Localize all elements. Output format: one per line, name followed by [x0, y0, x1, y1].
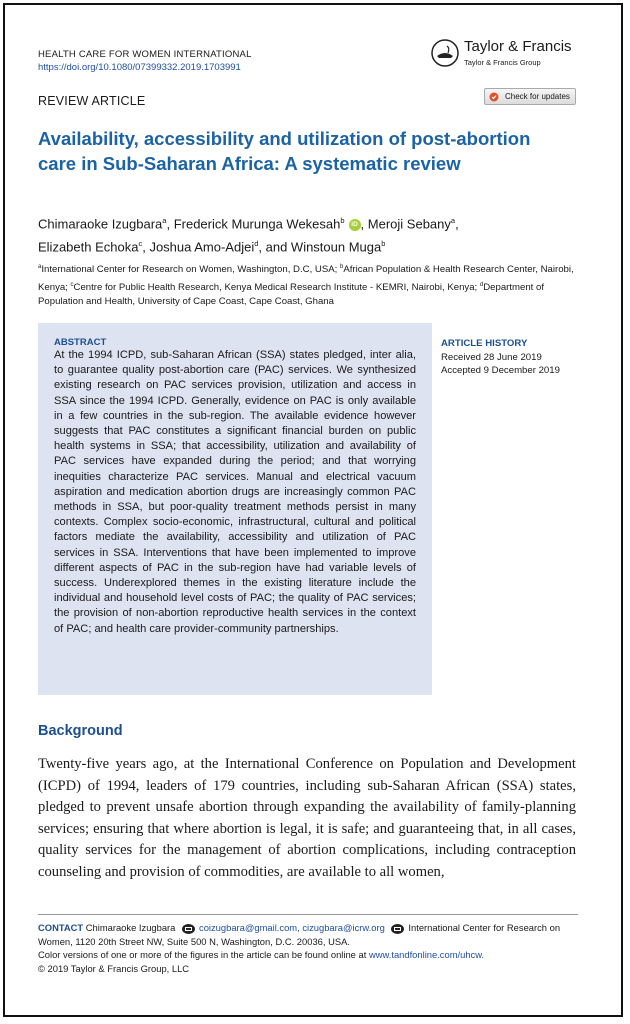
author-affil-mark: b	[381, 239, 386, 249]
color-note: Color versions of one or more of the figures in the article can be found online at	[38, 949, 367, 960]
author-name: Elizabeth Echoka	[38, 239, 139, 255]
update-icon	[489, 92, 499, 102]
publisher-group: Taylor & Francis Group	[464, 58, 541, 67]
author-name: Chimaraoke Izugbara	[38, 216, 163, 232]
author-affil-mark: a	[162, 216, 167, 225]
contact-name: Chimaraoke Izugbara	[85, 922, 176, 933]
author-name: Winstoun Muga	[290, 239, 382, 255]
publisher-logo	[430, 36, 590, 76]
lamp-icon	[430, 38, 460, 68]
affil-mark: d	[479, 281, 484, 288]
accepted-date: Accepted 9 December 2019	[441, 365, 560, 376]
affiliation: African Population & Health Research Center, Nairobi, Kenya;	[38, 264, 574, 293]
doi-link[interactable]: https://doi.org/10.1080/07399332.2019.1703991	[38, 62, 241, 73]
check-updates-button[interactable]	[484, 88, 576, 105]
email-link[interactable]: coizugbara@gmail.com,	[199, 922, 300, 933]
author-name: Meroji Sebany	[367, 216, 451, 232]
article-title: Availability, accessibility and utilization of post-abortion care in Sub-Saharan Africa: A systematic review	[38, 128, 531, 174]
abstract-box	[38, 323, 432, 695]
affil-mark: b	[339, 264, 344, 270]
affiliations	[38, 260, 578, 310]
journal-website-link[interactable]: www.tandfonline.com/uhcw.	[368, 949, 485, 960]
article-type: REVIEW ARTICLE	[38, 94, 146, 108]
author-name: Frederick Murunga Wekesah	[173, 216, 341, 232]
article-history	[441, 337, 560, 378]
author-affil-mark: a	[450, 216, 456, 225]
author-list: Chimaraoke Izugbara$^a$, Frederick Murunga Wekesah$^b$ iD , Meroji Sebany$^a$, Elizabeth Echoka$^c$, Joshua Amo-Adjei$^d$, and Winstoun Muga$^b$	[38, 216, 459, 255]
section-heading: Background	[38, 723, 123, 739]
abstract-heading: ABSTRACT	[54, 337, 107, 348]
affiliation: Department of Population and Health, University of Cape Coast, Cape Coast, Ghana	[38, 281, 545, 308]
affil-mark: c	[70, 281, 74, 288]
affil-mark: a	[38, 264, 42, 270]
address-icon	[391, 924, 404, 934]
check-updates-label: Check for updates	[505, 92, 570, 101]
author-name: Joshua Amo-Adjei	[149, 239, 255, 255]
journal-name: HEALTH CARE FOR WOMEN INTERNATIONAL	[38, 49, 252, 60]
contact-label: CONTACT	[38, 922, 84, 933]
abstract-text: At the 1994 ICPD, sub-Saharan African (SSA) states pledged, inter alia, to guarantee quality post-abortion care (PAC) services. We synthesized existing research on PAC services provision, utilization and access in SSA since the 1994 ICPD. Generally, evidence on PAC is only available in a few countries in the sub-region. The available evidence however suggests that PAC constitutes a significant financial burden on public health systems in SSA; that accessibility, utilization and availability of PAC services have expanded during the period; and that worrying inequities characterize PAC services. Manual and electrical vacuum aspiration and medication abortion drugs are increasingly common PAC methods in SSA, but poor-quality treatment methods persist in many contexts. Complex socio-economic, infrastructural, cultural and political factors mediate the availability, accessibility and utilization of PAC services in SSA. Interventions that have been implemented to improve different aspects of PAC in the sub-region have had variable levels of success. Underexplored themes in the existing literature include the individual and household level costs of PAC; the quality of PAC services; the provision of non-abortion reproductive health services in the context of PAC; and health care provider-community partnerships.	[54, 349, 416, 635]
orcid-icon[interactable]: iD	[349, 219, 361, 231]
footer-divider	[38, 914, 578, 915]
author-affil-mark: b	[340, 216, 345, 225]
author-affil-mark: c	[138, 239, 143, 249]
email-link[interactable]: cizugbara@icrw.org	[302, 922, 385, 933]
history-heading: ARTICLE HISTORY	[441, 338, 528, 349]
contact-address: International Center for Research on Women, 1120 20th Street NW, Suite 500 N, Washington, D.C. 20036, USA.	[38, 922, 561, 947]
author-affil-mark: d	[254, 239, 259, 249]
received-date: Received 28 June 2019	[441, 351, 542, 363]
publisher-brand: Taylor & Francis	[464, 38, 572, 55]
footer	[38, 921, 578, 975]
journal-header	[38, 48, 252, 74]
copyright: © 2019 Taylor & Francis Group, LLC	[38, 962, 190, 974]
email-icon	[182, 924, 195, 934]
affiliation: Centre for Public Health Research, Kenya Medical Research Institute - KEMRI, Nairobi, Kenya;	[73, 281, 478, 293]
affiliation: International Center for Research on Women, Washington, D.C, USA;	[41, 264, 338, 276]
section-body: Twenty-five years ago, at the International Conference on Population and Development (ICPD) of 1994, leaders of 179 countries, including sub-Saharan African (SSA) states, pledged to prevent unsafe abortion through expanding the availability of family-planning services; ensuring that where abortion is legal, it is safe; and guaranteeing that, in all cases, quality services for the management of abortion complications, including contraception counseling and provision of commodities, are available to all women,	[38, 756, 576, 880]
